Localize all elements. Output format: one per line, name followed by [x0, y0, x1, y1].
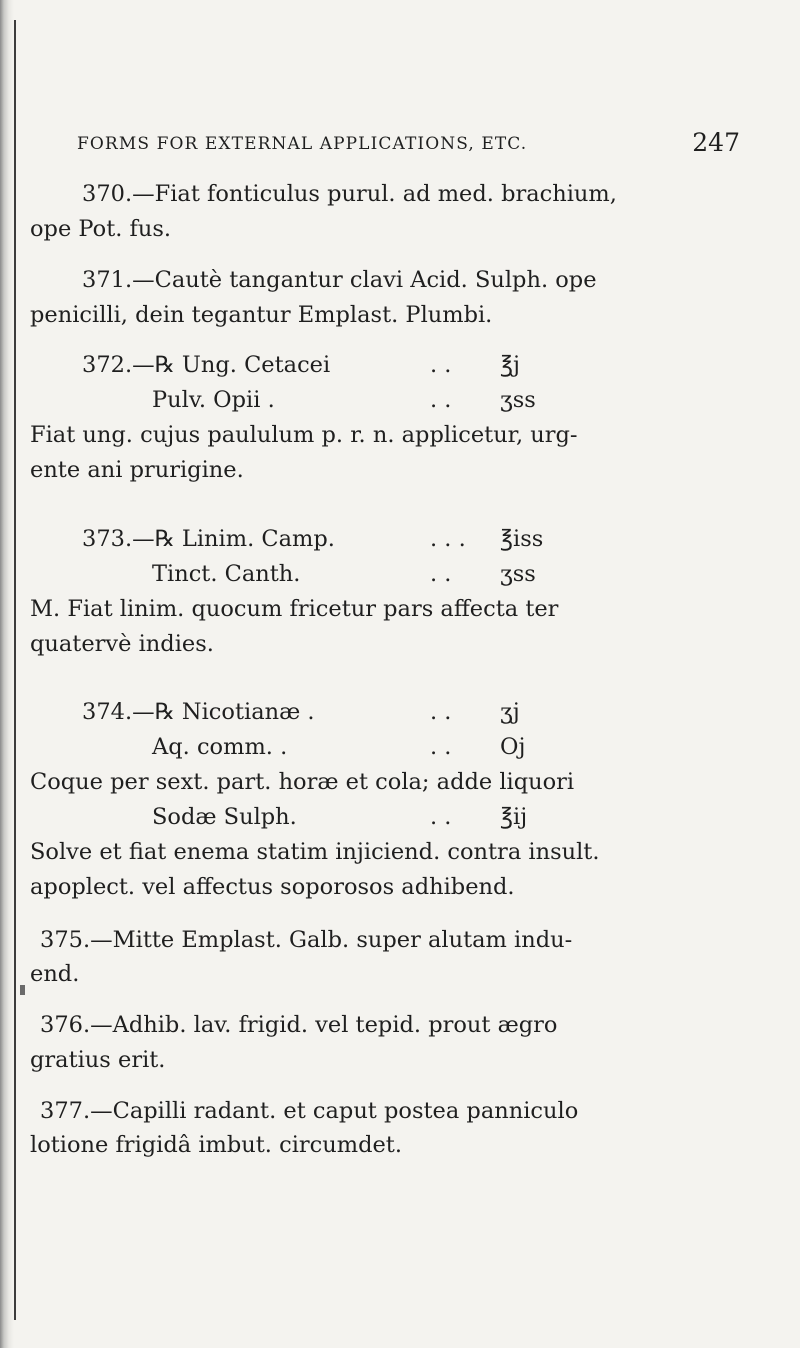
entry-375-line-1: 375.—Mitte Emplast. Galb. super alutam indu- [40, 927, 573, 953]
entry-374-rx-row-4 [152, 802, 297, 832]
rx-ingredient: 372.—℞ Ung. Cetacei [82, 352, 331, 378]
rx-ingredient: Sodæ Sulph. [152, 804, 297, 830]
entry-374-qty-2: Oj [500, 734, 526, 760]
entry-373-line-4: quatervè indies. [30, 631, 214, 657]
rx-ingredient: Aq. comm. . [152, 734, 288, 760]
entry-373-dots-2: . . [430, 561, 452, 587]
entry-373-qty-2: ʒss [500, 561, 536, 587]
entry-374-line-3: Coque per sext. part. horæ et cola; adde liquori [30, 769, 575, 795]
book-page [30, 0, 770, 1348]
entry-372-qty-2: ʒss [500, 387, 536, 413]
entry-374-qty-1: ʒj [500, 699, 520, 725]
entry-373-rx-row-1 [82, 524, 335, 554]
entry-372-qty-1: ℥j [500, 352, 520, 378]
entry-372-rx-row-2 [152, 385, 275, 415]
rx-ingredient: Pulv. Opii . [152, 387, 275, 413]
entry-377-line-1: 377.—Capilli radant. et caput postea panniculo [40, 1098, 579, 1124]
entry-373-rx-row-2 [152, 559, 300, 589]
entry-374-dots-4: . . [430, 804, 452, 830]
entry-375-line-2: end. [30, 961, 80, 987]
entry-372-rx-row-1 [82, 350, 330, 380]
entry-373-qty-1: ℥iss [500, 526, 544, 552]
entry-371-line-1: 371.—Cautè tangantur clavi Acid. Sulph. ope [82, 267, 597, 293]
entry-376-line-2: gratius erit. [30, 1047, 166, 1073]
entry-376-line-1: 376.—Adhib. lav. frigid. vel tepid. prout ægro [40, 1012, 558, 1038]
gutter-line [14, 20, 16, 1320]
entry-373-line-3: M. Fiat linim. quocum fricetur pars affecta ter [30, 596, 559, 622]
entry-374-dots-2: . . [430, 734, 452, 760]
book-binding-edge [0, 0, 14, 1348]
rx-ingredient: Tinct. Canth. [152, 561, 301, 587]
running-header [77, 128, 740, 162]
page-number: 247 [692, 128, 740, 157]
entry-373-dots-1: . . . [430, 526, 466, 552]
margin-speck [20, 985, 25, 995]
entry-372-dots-1: . . [430, 352, 452, 378]
rx-ingredient: 374.—℞ Nicotianæ . [82, 699, 315, 725]
entry-374-dots-1: . . [430, 699, 452, 725]
entry-374-line-5: Solve et fiat enema statim injiciend. contra insult. [30, 839, 600, 865]
rx-ingredient: 373.—℞ Linim. Camp. [82, 526, 335, 552]
entry-370-line-1: 370.—Fiat fonticulus purul. ad med. brachium, [82, 181, 617, 207]
entry-374-rx-row-2 [152, 732, 287, 762]
entry-374-qty-4: ℥ij [500, 804, 528, 830]
entry-372-line-4: ente ani prurigine. [30, 457, 244, 483]
entry-374-rx-row-1 [82, 697, 315, 727]
entry-372-line-3: Fiat ung. cujus paululum p. r. n. applicetur, urg- [30, 422, 578, 448]
entry-370-line-2: ope Pot. fus. [30, 216, 172, 242]
entry-374-line-6: apoplect. vel affectus soporosos adhibend. [30, 874, 515, 900]
header-title: FORMS FOR EXTERNAL APPLICATIONS, ETC. [77, 134, 528, 154]
entry-371-line-2: penicilli, dein tegantur Emplast. Plumbi. [30, 302, 493, 328]
entry-377-line-2: lotione frigidâ imbut. circumdet. [30, 1132, 402, 1158]
entry-372-dots-2: . . [430, 387, 452, 413]
